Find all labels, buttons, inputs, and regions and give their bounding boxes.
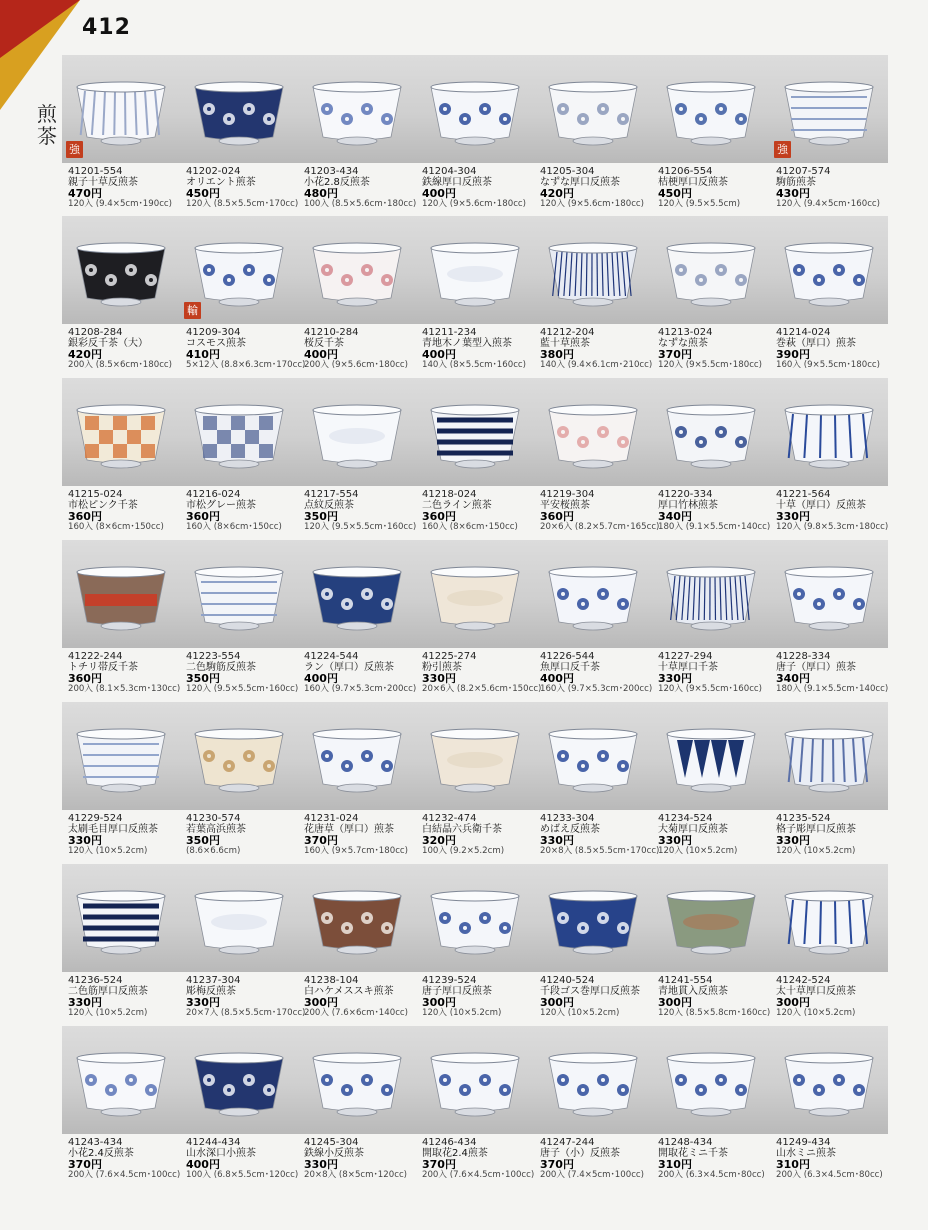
product-code: 41226-544 xyxy=(540,651,595,662)
product-name: 厚口竹林煎茶 xyxy=(658,500,718,511)
product-info xyxy=(304,651,416,695)
product-code: 41234-524 xyxy=(658,813,713,824)
product-name: オリエント煎茶 xyxy=(186,177,256,188)
product-price: 390円 xyxy=(776,348,810,361)
product-price: 330円 xyxy=(304,1158,338,1171)
product-price: 340円 xyxy=(776,672,810,685)
product-price: 300円 xyxy=(304,996,338,1009)
product-name: ラン（厚口）反煎茶 xyxy=(304,662,394,673)
product-price: 330円 xyxy=(68,834,102,847)
product-name: 花唐草（厚口）煎茶 xyxy=(304,824,394,835)
product-badge: 強 xyxy=(66,141,83,158)
teacup-image xyxy=(541,720,645,802)
product-info xyxy=(540,1137,644,1181)
product-price: 400円 xyxy=(304,672,338,685)
product-name: めばえ反煎茶 xyxy=(540,824,600,835)
product-info xyxy=(422,651,541,695)
product-spec: 120入 (10×5.2cm) xyxy=(776,846,856,856)
product-name: 開取花2.4煎茶 xyxy=(422,1148,488,1159)
product-spec: 120入 (9×5.6cm･180cc) xyxy=(422,199,527,209)
product-code: 41244-434 xyxy=(186,1137,241,1148)
product-code: 41217-554 xyxy=(304,489,359,500)
product-name: なずな煎茶 xyxy=(658,338,708,349)
product-code: 41211-234 xyxy=(422,327,477,338)
product-info xyxy=(304,327,408,371)
product-price: 400円 xyxy=(540,672,574,685)
product-spec: 200入 (7.6×4.5cm･100cc) xyxy=(422,1170,535,1180)
teacup-image xyxy=(69,558,173,640)
product-spec: 200入 (8.1×5.3cm･130cc) xyxy=(68,684,181,694)
product-name: 藍十草煎茶 xyxy=(540,338,590,349)
product-info xyxy=(776,1137,883,1181)
teacup-image xyxy=(305,234,409,316)
teacup-image xyxy=(659,73,763,155)
product-info xyxy=(186,651,298,695)
product-price: 360円 xyxy=(68,672,102,685)
product-code: 41228-334 xyxy=(776,651,831,662)
teacup-image xyxy=(187,396,291,478)
teacup-image xyxy=(659,234,763,316)
product-name: 小花2.8反煎茶 xyxy=(304,177,370,188)
product-spec: 100入 (6.8×5.5cm･120cc) xyxy=(186,1170,299,1180)
product-price: 330円 xyxy=(776,510,810,523)
product-spec: 100入 (8.5×5.6cm･180cc) xyxy=(304,199,417,209)
product-code: 41214-024 xyxy=(776,327,831,338)
product-info xyxy=(186,166,298,210)
product-spec: 200入 (7.6×4.5cm･100cc) xyxy=(68,1170,181,1180)
product-code: 41210-284 xyxy=(304,327,359,338)
product-code: 41213-024 xyxy=(658,327,713,338)
product-code: 41238-104 xyxy=(304,975,359,986)
product-info xyxy=(540,813,659,857)
product-spec: 120入 (9.4×5cm･160cc) xyxy=(776,199,881,209)
product-name: 太十草厚口反煎茶 xyxy=(776,986,856,997)
product-code: 41204-304 xyxy=(422,166,477,177)
product-info xyxy=(186,1137,298,1181)
product-name: 魚厚口反千茶 xyxy=(540,662,600,673)
product-spec: 160入 (9×5.7cm･180cc) xyxy=(304,846,409,856)
product-price: 330円 xyxy=(776,834,810,847)
teacup-image xyxy=(541,234,645,316)
product-badge: 強 xyxy=(774,141,791,158)
product-price: 350円 xyxy=(186,834,220,847)
product-info xyxy=(776,975,856,1019)
product-info xyxy=(658,813,737,857)
product-spec: 180入 (9.1×5.5cm･140cc) xyxy=(658,522,771,532)
product-code: 41237-304 xyxy=(186,975,241,986)
product-name: 十草（厚口）反煎茶 xyxy=(776,500,866,511)
product-name: 鉄線小反煎茶 xyxy=(304,1148,364,1159)
product-info xyxy=(422,975,501,1019)
product-price: 480円 xyxy=(304,187,338,200)
teacup-image xyxy=(305,558,409,640)
product-spec: 120入 (10×5.2cm) xyxy=(776,1008,856,1018)
product-name: 駒筋煎茶 xyxy=(776,177,816,188)
product-spec: 120入 (10×5.2cm) xyxy=(540,1008,620,1018)
product-spec: 120入 (10×5.2cm) xyxy=(658,846,738,856)
product-code: 41249-434 xyxy=(776,1137,831,1148)
product-price: 400円 xyxy=(422,348,456,361)
product-info xyxy=(422,489,518,533)
product-spec: 160入 (9×5.5cm･180cc) xyxy=(776,360,881,370)
product-name: 親子十草反煎茶 xyxy=(68,177,138,188)
product-price: 400円 xyxy=(422,187,456,200)
teacup-image xyxy=(423,558,527,640)
product-code: 41225-274 xyxy=(422,651,477,662)
product-name: 平安桜煎茶 xyxy=(540,500,590,511)
product-code: 41240-524 xyxy=(540,975,595,986)
product-info xyxy=(68,813,158,857)
product-code: 41229-524 xyxy=(68,813,123,824)
product-price: 350円 xyxy=(304,510,338,523)
product-spec: 120入 (9×5.5cm･160cc) xyxy=(658,684,763,694)
teacup-image xyxy=(423,73,527,155)
teacup-image xyxy=(541,73,645,155)
product-name: 二色駒筋反煎茶 xyxy=(186,662,256,673)
teacup-image xyxy=(305,882,409,964)
product-spec: 120入 (8.5×5.5cm･170cc) xyxy=(186,199,299,209)
product-spec: 120入 (8.5×5.8cm･160cc) xyxy=(658,1008,771,1018)
product-price: 360円 xyxy=(540,510,574,523)
page-number: 412 xyxy=(82,15,131,40)
product-info xyxy=(422,327,526,371)
teacup-image xyxy=(423,720,527,802)
product-name: 青地木ノ葉型入煎茶 xyxy=(422,338,512,349)
product-info xyxy=(186,489,282,533)
product-price: 370円 xyxy=(422,1158,456,1171)
product-name: 白ハケメススキ煎茶 xyxy=(304,986,394,997)
product-spec: 120入 (9.5×5.5cm･160cc) xyxy=(186,684,299,694)
teacup-image xyxy=(187,234,291,316)
product-name: 若葉高浜煎茶 xyxy=(186,824,246,835)
product-name: 山水ミニ煎茶 xyxy=(776,1148,836,1159)
product-price: 370円 xyxy=(68,1158,102,1171)
product-name: 青地貫入反煎茶 xyxy=(658,986,728,997)
product-spec: 20×6入 (8.2×5.6cm･150cc) xyxy=(422,684,542,694)
product-spec: 160入 (9.7×5.3cm･200cc) xyxy=(540,684,653,694)
product-spec: 120入 (9.5×5.5cm･160cc) xyxy=(304,522,417,532)
product-name: 点紋反煎茶 xyxy=(304,500,354,511)
product-name: 唐子（厚口）煎茶 xyxy=(776,662,856,673)
teacup-image xyxy=(305,396,409,478)
product-info xyxy=(304,166,416,210)
product-price: 370円 xyxy=(658,348,692,361)
teacup-image xyxy=(69,396,173,478)
product-code: 41220-334 xyxy=(658,489,713,500)
product-name: 開取花ミニ千茶 xyxy=(658,1148,728,1159)
product-price: 400円 xyxy=(186,1158,220,1171)
product-info xyxy=(540,489,659,533)
product-name: 桜反千茶 xyxy=(304,338,344,349)
product-spec: 200入 (6.3×4.5cm･80cc) xyxy=(658,1170,765,1180)
product-info xyxy=(68,166,172,210)
product-code: 41215-024 xyxy=(68,489,123,500)
product-spec: 200入 (7.6×6cm･140cc) xyxy=(304,1008,409,1018)
product-code: 41209-304 xyxy=(186,327,241,338)
product-info xyxy=(540,166,644,210)
product-info xyxy=(422,813,504,857)
product-price: 330円 xyxy=(422,672,456,685)
product-code: 41205-304 xyxy=(540,166,595,177)
teacup-image xyxy=(659,882,763,964)
product-code: 41206-554 xyxy=(658,166,713,177)
product-code: 41239-524 xyxy=(422,975,477,986)
teacup-image xyxy=(777,396,881,478)
product-code: 41219-304 xyxy=(540,489,595,500)
product-spec: 140入 (9.4×6.1cm･210cc) xyxy=(540,360,653,370)
product-info xyxy=(304,1137,407,1181)
product-info xyxy=(658,975,770,1019)
product-name: 格子彫厚口反煎茶 xyxy=(776,824,856,835)
product-spec: 120入 (9×5.6cm･180cc) xyxy=(540,199,645,209)
teacup-image xyxy=(541,558,645,640)
product-spec: 160入 (8×6cm･150cc) xyxy=(186,522,282,532)
product-code: 41216-024 xyxy=(186,489,241,500)
product-info xyxy=(186,327,305,371)
product-name: なずな厚口反煎茶 xyxy=(540,177,620,188)
product-spec: 160入 (8×6cm･150cc) xyxy=(68,522,164,532)
teacup-image xyxy=(777,882,881,964)
product-code: 41241-554 xyxy=(658,975,713,986)
product-code: 41222-244 xyxy=(68,651,123,662)
product-price: 330円 xyxy=(186,996,220,1009)
product-name: 唐子（小）反煎茶 xyxy=(540,1148,620,1159)
teacup-image xyxy=(69,882,173,964)
product-info xyxy=(540,327,652,371)
product-info xyxy=(68,651,180,695)
product-spec: 20×6入 (8.2×5.7cm･165cc) xyxy=(540,522,660,532)
product-spec: 20×8入 (8×5cm･120cc) xyxy=(304,1170,408,1180)
product-spec: 120入 (10×5.2cm) xyxy=(68,1008,148,1018)
product-price: 360円 xyxy=(68,510,102,523)
product-code: 41248-434 xyxy=(658,1137,713,1148)
product-price: 380円 xyxy=(540,348,574,361)
product-info xyxy=(776,489,888,533)
teacup-image xyxy=(69,234,173,316)
product-price: 310円 xyxy=(776,1158,810,1171)
teacup-image xyxy=(423,882,527,964)
product-name: 千段ゴス巻厚口反煎茶 xyxy=(540,986,640,997)
product-code: 41227-294 xyxy=(658,651,713,662)
product-name: 桔梗厚口反煎茶 xyxy=(658,177,728,188)
product-info xyxy=(304,975,408,1019)
teacup-image xyxy=(541,882,645,964)
product-info xyxy=(422,166,526,210)
product-name: 大菊厚口反煎茶 xyxy=(658,824,728,835)
product-info xyxy=(658,489,770,533)
product-spec: 200入 (9×5.6cm･180cc) xyxy=(304,360,409,370)
category-label: 煎茶 xyxy=(37,102,57,148)
product-code: 41201-554 xyxy=(68,166,123,177)
product-info xyxy=(186,975,305,1019)
product-price: 430円 xyxy=(776,187,810,200)
product-info xyxy=(304,813,408,857)
product-name: 鉄線厚口反煎茶 xyxy=(422,177,492,188)
product-code: 41247-244 xyxy=(540,1137,595,1148)
teacup-image xyxy=(659,558,763,640)
teacup-image xyxy=(423,396,527,478)
product-price: 320円 xyxy=(422,834,456,847)
product-name: 市松グレー煎茶 xyxy=(186,500,256,511)
product-spec: 20×8入 (8.5×5.5cm･170cc) xyxy=(540,846,660,856)
product-info xyxy=(540,975,640,1019)
product-price: 420円 xyxy=(68,348,102,361)
product-spec: 100入 (9.2×5.2cm) xyxy=(422,846,505,856)
product-spec: 20×7入 (8.5×5.5cm･170cc) xyxy=(186,1008,306,1018)
product-info xyxy=(540,651,652,695)
product-name: 十草厚口千茶 xyxy=(658,662,718,673)
product-name: 小花2.4反煎茶 xyxy=(68,1148,134,1159)
product-name: 二色ライン煎茶 xyxy=(422,500,492,511)
product-price: 340円 xyxy=(658,510,692,523)
product-code: 41223-554 xyxy=(186,651,241,662)
product-spec: (8.6×6.6cm) xyxy=(186,846,241,856)
product-info xyxy=(658,166,740,210)
product-name: 唐子厚口反煎茶 xyxy=(422,986,492,997)
teacup-image xyxy=(541,1044,645,1126)
product-code: 41221-564 xyxy=(776,489,831,500)
product-name: トチリ帯反千茶 xyxy=(68,662,138,673)
product-info xyxy=(68,327,172,371)
product-badge: 輸 xyxy=(184,302,201,319)
teacup-image xyxy=(777,558,881,640)
teacup-image xyxy=(423,234,527,316)
product-spec: 120入 (9.5×5.5cm) xyxy=(658,199,741,209)
product-info xyxy=(68,489,164,533)
product-spec: 200入 (8.5×6cm･180cc) xyxy=(68,360,173,370)
product-price: 300円 xyxy=(658,996,692,1009)
product-code: 41242-524 xyxy=(776,975,831,986)
teacup-image xyxy=(777,234,881,316)
teacup-image xyxy=(777,720,881,802)
product-spec: 140入 (8×5.5cm･160cc) xyxy=(422,360,527,370)
product-spec: 5×12入 (8.8×6.3cm･170cc) xyxy=(186,360,306,370)
product-code: 41224-544 xyxy=(304,651,359,662)
teacup-image xyxy=(69,73,173,155)
product-info xyxy=(68,975,148,1019)
product-price: 360円 xyxy=(422,510,456,523)
product-code: 41208-284 xyxy=(68,327,123,338)
product-info xyxy=(776,813,856,857)
product-price: 300円 xyxy=(422,996,456,1009)
product-name: 二色筋厚口反煎茶 xyxy=(68,986,148,997)
product-spec: 160入 (9.7×5.3cm･200cc) xyxy=(304,684,417,694)
product-price: 330円 xyxy=(68,996,102,1009)
product-price: 330円 xyxy=(658,672,692,685)
product-name: 彫梅反煎茶 xyxy=(186,986,236,997)
product-spec: 120入 (9.8×5.3cm･180cc) xyxy=(776,522,889,532)
product-info xyxy=(186,813,246,857)
product-price: 400円 xyxy=(304,348,338,361)
teacup-image xyxy=(69,1044,173,1126)
product-spec: 180入 (9.1×5.5cm･140cc) xyxy=(776,684,889,694)
teacup-image xyxy=(187,73,291,155)
product-code: 41232-474 xyxy=(422,813,477,824)
product-name: 太刷毛目厚口反煎茶 xyxy=(68,824,158,835)
product-name: 銀彩反千茶（大） xyxy=(68,338,148,349)
product-spec: 120入 (9.4×5cm･190cc) xyxy=(68,199,173,209)
teacup-image xyxy=(187,1044,291,1126)
teacup-image xyxy=(659,1044,763,1126)
product-name: 市松ピンク千茶 xyxy=(68,500,138,511)
product-code: 41246-434 xyxy=(422,1137,477,1148)
product-price: 300円 xyxy=(776,996,810,1009)
product-price: 330円 xyxy=(540,834,574,847)
product-code: 41233-304 xyxy=(540,813,595,824)
teacup-image xyxy=(305,720,409,802)
teacup-image xyxy=(777,73,881,155)
product-code: 41212-204 xyxy=(540,327,595,338)
product-name: コスモス煎茶 xyxy=(186,338,246,349)
product-spec: 200入 (6.3×4.5cm･80cc) xyxy=(776,1170,883,1180)
product-price: 360円 xyxy=(186,510,220,523)
product-code: 41207-574 xyxy=(776,166,831,177)
teacup-image xyxy=(187,558,291,640)
product-code: 41235-524 xyxy=(776,813,831,824)
product-spec: 160入 (8×6cm･150cc) xyxy=(422,522,518,532)
product-info xyxy=(68,1137,180,1181)
product-spec: 120入 (10×5.2cm) xyxy=(68,846,148,856)
teacup-image xyxy=(305,1044,409,1126)
product-price: 470円 xyxy=(68,187,102,200)
teacup-image xyxy=(777,1044,881,1126)
product-name: 山水深口小煎茶 xyxy=(186,1148,256,1159)
product-price: 370円 xyxy=(304,834,338,847)
product-name: 白結晶六兵衛千茶 xyxy=(422,824,502,835)
product-info xyxy=(776,327,880,371)
product-info xyxy=(776,166,880,210)
product-code: 41203-434 xyxy=(304,166,359,177)
product-code: 41231-024 xyxy=(304,813,359,824)
product-price: 450円 xyxy=(186,187,220,200)
teacup-image xyxy=(659,720,763,802)
product-price: 370円 xyxy=(540,1158,574,1171)
product-name: 粉引煎茶 xyxy=(422,662,462,673)
product-spec: 120入 (9×5.5cm･180cc) xyxy=(658,360,763,370)
product-info xyxy=(304,489,416,533)
product-code: 41243-434 xyxy=(68,1137,123,1148)
teacup-image xyxy=(187,720,291,802)
product-info xyxy=(658,327,762,371)
product-spec: 120入 (10×5.2cm) xyxy=(422,1008,502,1018)
product-info xyxy=(776,651,888,695)
product-price: 350円 xyxy=(186,672,220,685)
teacup-image xyxy=(187,882,291,964)
product-code: 41236-524 xyxy=(68,975,123,986)
teacup-image xyxy=(659,396,763,478)
product-price: 450円 xyxy=(658,187,692,200)
product-code: 41245-304 xyxy=(304,1137,359,1148)
teacup-image xyxy=(541,396,645,478)
product-price: 300円 xyxy=(540,996,574,1009)
teacup-image xyxy=(423,1044,527,1126)
product-name: 巻萩（厚口）煎茶 xyxy=(776,338,856,349)
teacup-image xyxy=(69,720,173,802)
product-info xyxy=(658,651,762,695)
product-spec: 200入 (7.4×5cm･100cc) xyxy=(540,1170,645,1180)
product-price: 420円 xyxy=(540,187,574,200)
product-code: 41218-024 xyxy=(422,489,477,500)
product-price: 310円 xyxy=(658,1158,692,1171)
teacup-image xyxy=(305,73,409,155)
product-price: 330円 xyxy=(658,834,692,847)
product-info xyxy=(422,1137,534,1181)
product-price: 410円 xyxy=(186,348,220,361)
product-code: 41202-024 xyxy=(186,166,241,177)
product-code: 41230-574 xyxy=(186,813,241,824)
product-info xyxy=(658,1137,765,1181)
